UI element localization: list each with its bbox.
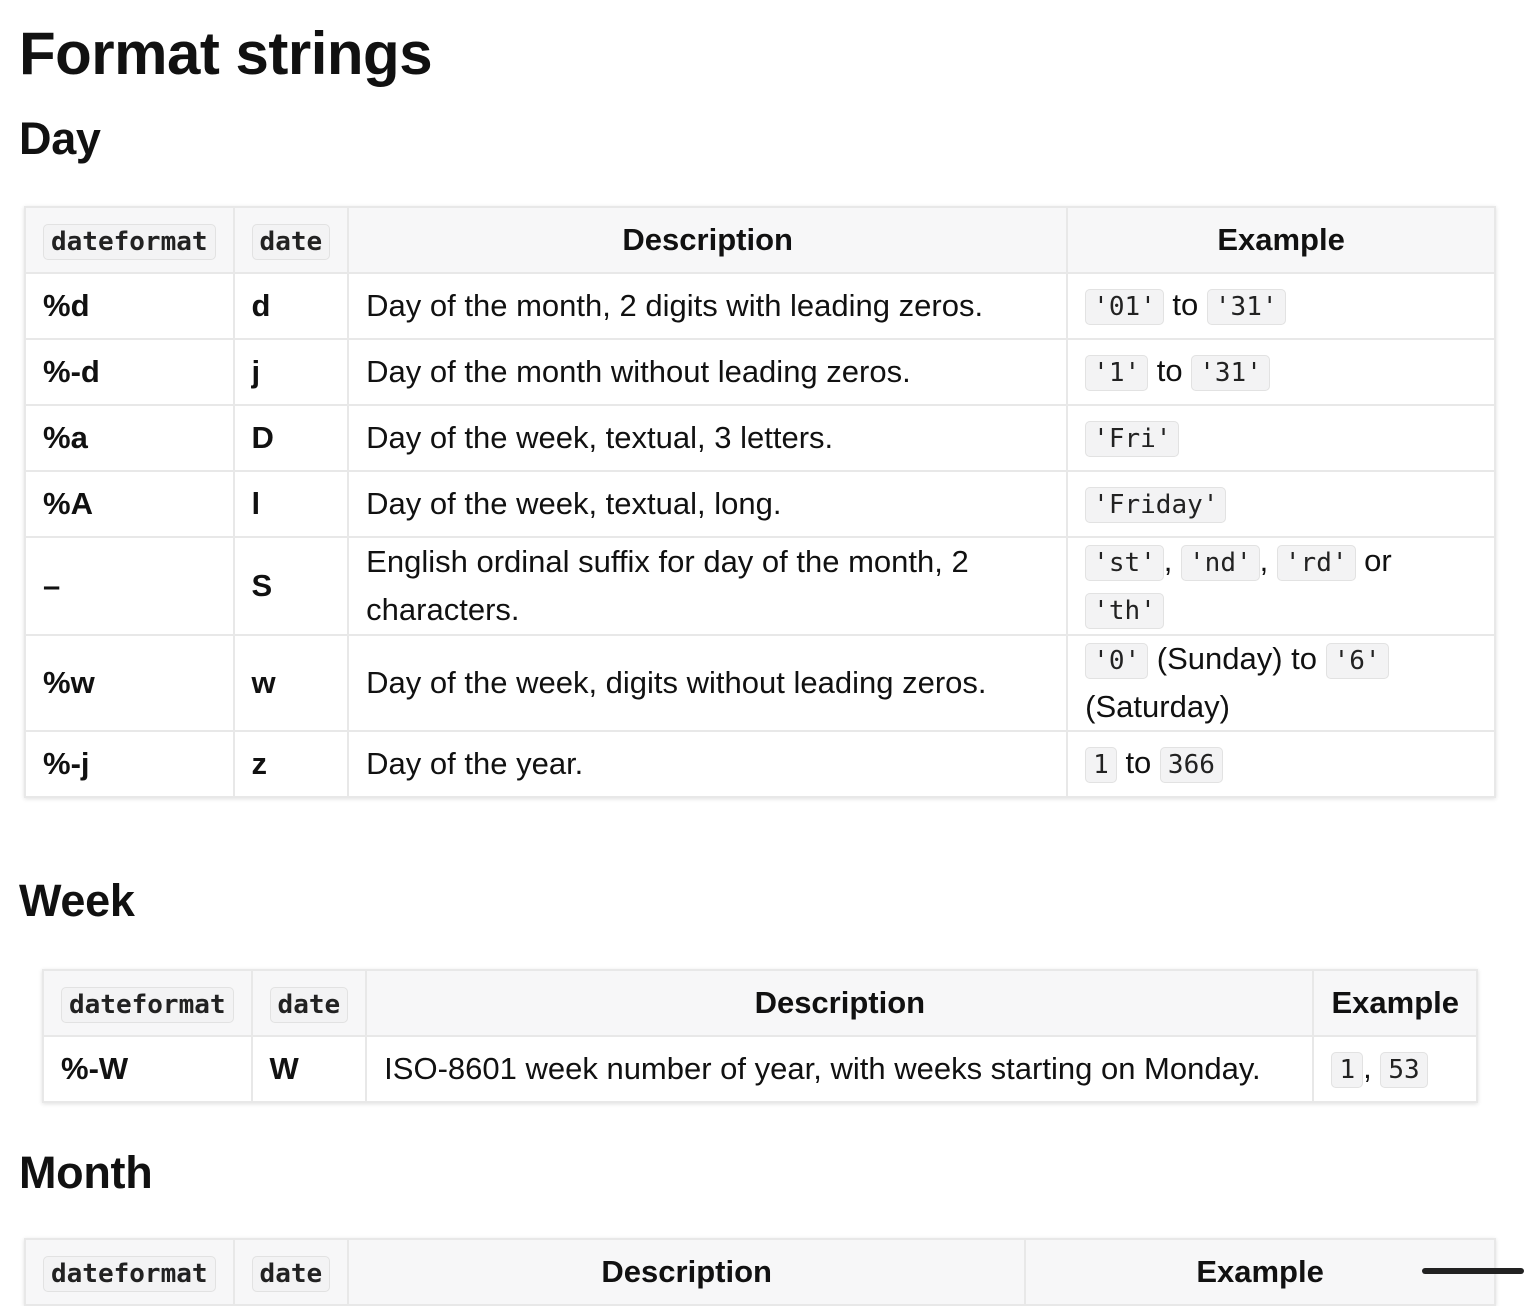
cell-description: ISO-8601 week number of year, with weeks starting on Monday.: [366, 1036, 1313, 1102]
week-format-table: [42, 969, 1478, 1103]
section-heading-month: Month: [19, 1147, 153, 1198]
column-header-description: Description: [348, 1239, 1025, 1305]
column-header-example: Example: [1313, 970, 1477, 1036]
cell-description: Day of the month without leading zeros.: [348, 339, 1067, 405]
cell-date: d: [234, 273, 349, 339]
week-table-body: [43, 1036, 1477, 1102]
cell-dateformat: %A: [25, 471, 234, 537]
column-header-date-code: date: [252, 1256, 331, 1292]
cell-date: D: [234, 405, 349, 471]
cell-example: [1067, 339, 1495, 405]
month-format-table: [24, 1238, 1496, 1306]
cell-dateformat: %-d: [25, 339, 234, 405]
table-header-row: [25, 207, 1495, 273]
cell-dateformat: %w: [25, 635, 234, 731]
cell-dateformat: –: [25, 537, 234, 635]
example-code: '6': [1326, 643, 1389, 679]
example-text: ,: [1163, 543, 1182, 578]
cell-example: [1067, 405, 1495, 471]
example-text: to: [1148, 353, 1192, 388]
table-row: [43, 1036, 1477, 1102]
example-text: (Sunday) to: [1148, 641, 1326, 676]
table-row: [25, 339, 1495, 405]
horizontal-scrollbar[interactable]: [1422, 1268, 1524, 1274]
column-header-date: [234, 207, 349, 273]
column-header-dateformat-code: dateformat: [61, 987, 234, 1023]
column-header-dateformat-code: dateformat: [43, 224, 216, 260]
cell-example: [1067, 273, 1495, 339]
column-header-date: [234, 1239, 349, 1305]
example-code: 'st': [1085, 545, 1164, 581]
column-header-description: Description: [348, 207, 1067, 273]
cell-example: [1313, 1036, 1477, 1102]
table-row: [25, 471, 1495, 537]
section-heading-day: Day: [19, 113, 101, 164]
cell-date: j: [234, 339, 349, 405]
cell-dateformat: %-W: [43, 1036, 252, 1102]
cell-example: [1067, 635, 1495, 731]
cell-date: z: [234, 731, 349, 797]
example-code: 'th': [1085, 593, 1164, 629]
example-text: or: [1355, 543, 1392, 578]
column-header-description: Description: [366, 970, 1313, 1036]
table-header-row: [43, 970, 1477, 1036]
day-table-body: [25, 273, 1495, 797]
cell-date: W: [252, 1036, 367, 1102]
cell-description: Day of the week, textual, 3 letters.: [348, 405, 1067, 471]
cell-description: Day of the month, 2 digits with leading zeros.: [348, 273, 1067, 339]
cell-example: [1067, 537, 1495, 635]
cell-date: l: [234, 471, 349, 537]
example-text: (Saturday): [1085, 689, 1230, 724]
column-header-date: [252, 970, 367, 1036]
table-row: [25, 731, 1495, 797]
example-code: '1': [1085, 355, 1148, 391]
example-text: ,: [1259, 543, 1277, 578]
example-code: 366: [1160, 747, 1223, 783]
cell-dateformat: %-j: [25, 731, 234, 797]
cell-dateformat: %a: [25, 405, 234, 471]
example-code: '01': [1085, 289, 1164, 325]
example-code: 1: [1331, 1052, 1363, 1088]
cell-example: [1067, 471, 1495, 537]
column-header-example: Example: [1067, 207, 1495, 273]
table-row: [25, 405, 1495, 471]
example-code: 'rd': [1277, 545, 1356, 581]
column-header-example: Example: [1025, 1239, 1495, 1305]
cell-date: w: [234, 635, 349, 731]
cell-description: English ordinal suffix for day of the month, 2 characters.: [348, 537, 1067, 635]
column-header-date-code: date: [252, 224, 331, 260]
example-code: 53: [1380, 1052, 1427, 1088]
column-header-dateformat: [43, 970, 252, 1036]
table-row: [25, 635, 1495, 731]
table-row: [25, 537, 1495, 635]
example-code: 'nd': [1181, 545, 1260, 581]
example-code: 'Friday': [1085, 487, 1226, 523]
cell-description: Day of the week, digits without leading zeros.: [348, 635, 1067, 731]
section-heading-week: Week: [19, 875, 135, 926]
cell-description: Day of the year.: [348, 731, 1067, 797]
table-header-row: [25, 1239, 1495, 1305]
column-header-dateformat: [25, 1239, 234, 1305]
example-text: to: [1116, 745, 1160, 780]
column-header-dateformat-code: dateformat: [43, 1256, 216, 1292]
example-text: to: [1163, 287, 1207, 322]
example-code: 'Fri': [1085, 421, 1179, 457]
table-row: [25, 273, 1495, 339]
example-text: ,: [1363, 1050, 1381, 1085]
example-code: 1: [1085, 747, 1117, 783]
cell-example: [1067, 731, 1495, 797]
day-format-table: [24, 206, 1496, 798]
cell-description: Day of the week, textual, long.: [348, 471, 1067, 537]
column-header-date-code: date: [270, 987, 349, 1023]
cell-dateformat: %d: [25, 273, 234, 339]
example-code: '31': [1207, 289, 1286, 325]
column-header-dateformat: [25, 207, 234, 273]
page-title: Format strings: [19, 20, 433, 87]
example-code: '31': [1191, 355, 1270, 391]
example-code: '0': [1085, 643, 1148, 679]
cell-date: S: [234, 537, 349, 635]
